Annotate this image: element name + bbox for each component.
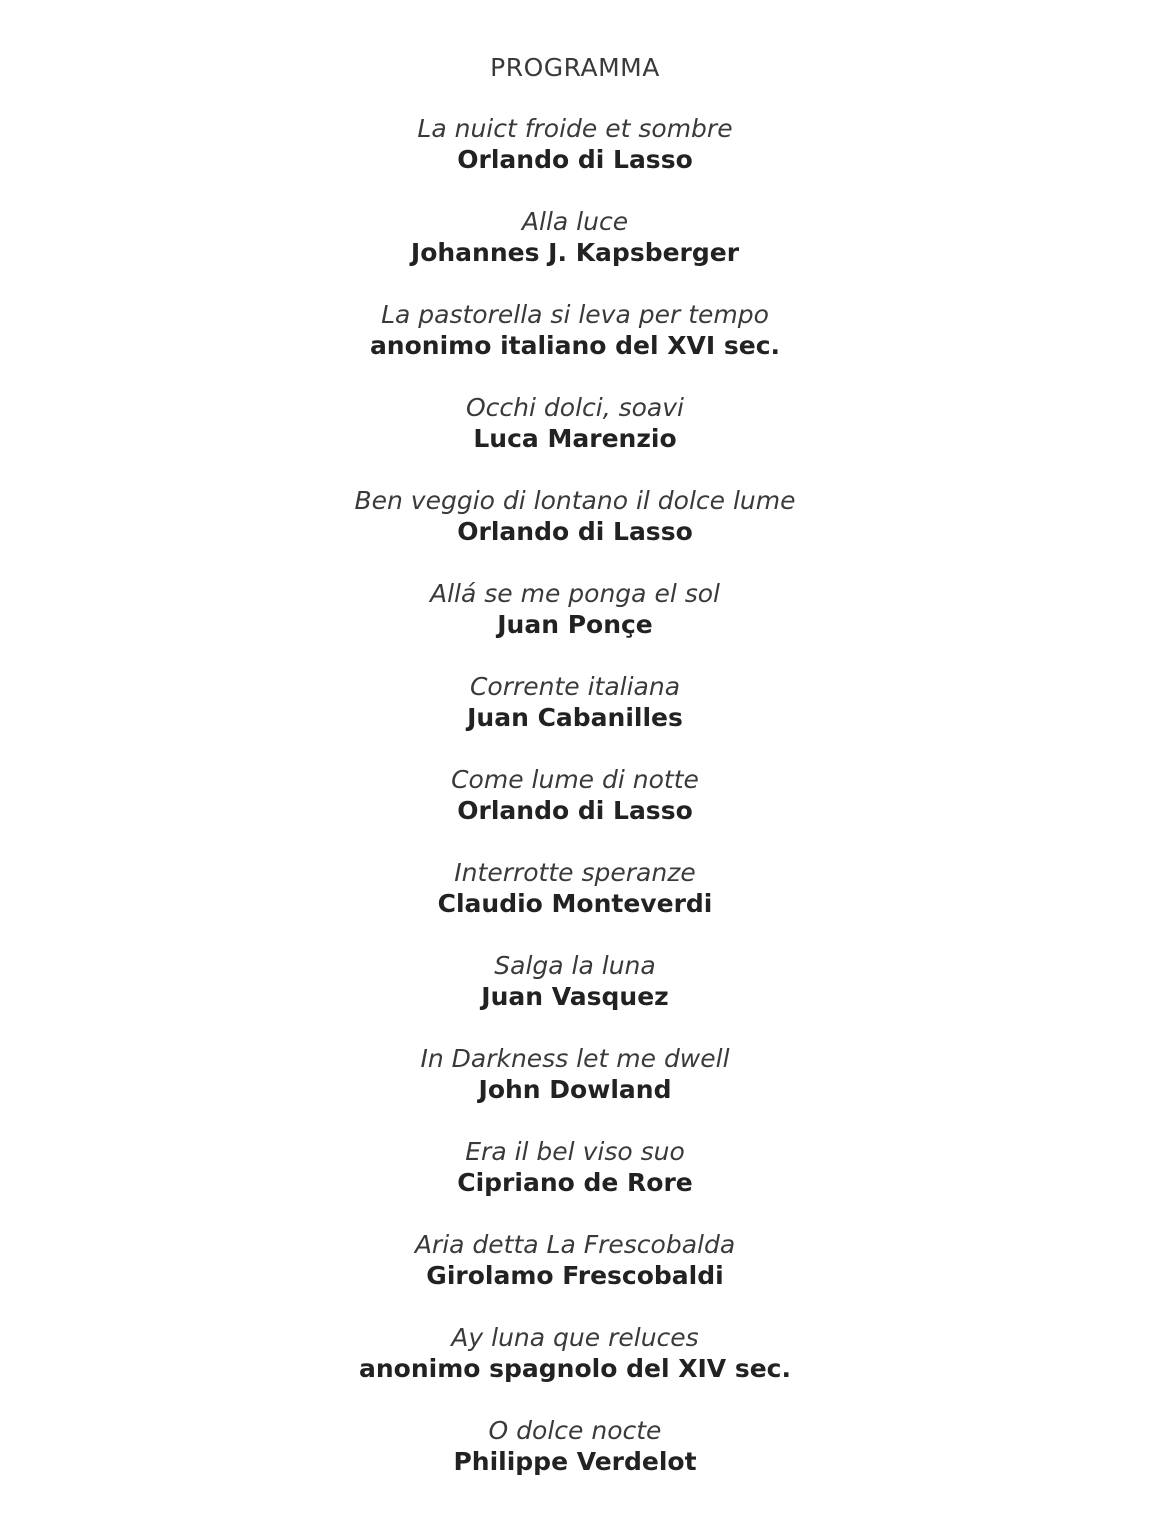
composer-name: Juan Cabanilles (467, 703, 683, 732)
composer-name: Orlando di Lasso (457, 145, 693, 174)
composer-name: Orlando di Lasso (457, 796, 693, 825)
program-item (0, 950, 1150, 1043)
program-item (0, 1415, 1150, 1508)
program-item (0, 299, 1150, 392)
program-item (0, 206, 1150, 299)
program-item (0, 1229, 1150, 1322)
piece-title: Come lume di notte (451, 765, 699, 794)
composer-name: Luca Marenzio (473, 424, 677, 453)
composer-name: Orlando di Lasso (457, 517, 693, 546)
piece-title: Ay luna que reluces (451, 1323, 699, 1352)
program-list (0, 113, 1150, 1508)
piece-title: O dolce nocte (488, 1416, 662, 1445)
program-item (0, 1136, 1150, 1229)
composer-name: anonimo italiano del XVI sec. (369, 331, 781, 360)
piece-title: Allá se me ponga el sol (430, 579, 720, 608)
composer-name: Girolamo Frescobaldi (426, 1261, 724, 1290)
piece-title: Salga la luna (494, 951, 656, 980)
composer-name: Johannes J. Kapsberger (410, 238, 740, 267)
piece-title: Occhi dolci, soavi (466, 393, 684, 422)
page-title: PROGRAMMA (490, 53, 660, 82)
program-item (0, 578, 1150, 671)
program-item (0, 113, 1150, 206)
program-item (0, 671, 1150, 764)
composer-name: Juan Vasquez (481, 982, 669, 1011)
piece-title: Ben veggio di lontano il dolce lume (354, 486, 796, 515)
program-item (0, 1043, 1150, 1136)
piece-title: In Darkness let me dwell (420, 1044, 730, 1073)
program-item (0, 485, 1150, 578)
piece-title: Alla luce (521, 207, 629, 236)
program-item (0, 1322, 1150, 1415)
piece-title: La nuict froide et sombre (417, 114, 733, 143)
piece-title: Corrente italiana (469, 672, 681, 701)
program-item (0, 764, 1150, 857)
piece-title: Interrotte speranze (454, 858, 696, 887)
program-item (0, 857, 1150, 950)
piece-title: Era il bel viso suo (465, 1137, 685, 1166)
piece-title: La pastorella si leva per tempo (381, 300, 769, 329)
composer-name: Juan Ponçe (497, 610, 653, 639)
composer-name: anonimo spagnolo del XIV sec. (358, 1354, 791, 1383)
composer-name: Philippe Verdelot (453, 1447, 697, 1476)
piece-title: Aria detta La Frescobalda (414, 1230, 736, 1259)
composer-name: Cipriano de Rore (457, 1168, 693, 1197)
composer-name: Claudio Monteverdi (437, 889, 713, 918)
composer-name: John Dowland (478, 1075, 672, 1104)
program-item (0, 392, 1150, 485)
